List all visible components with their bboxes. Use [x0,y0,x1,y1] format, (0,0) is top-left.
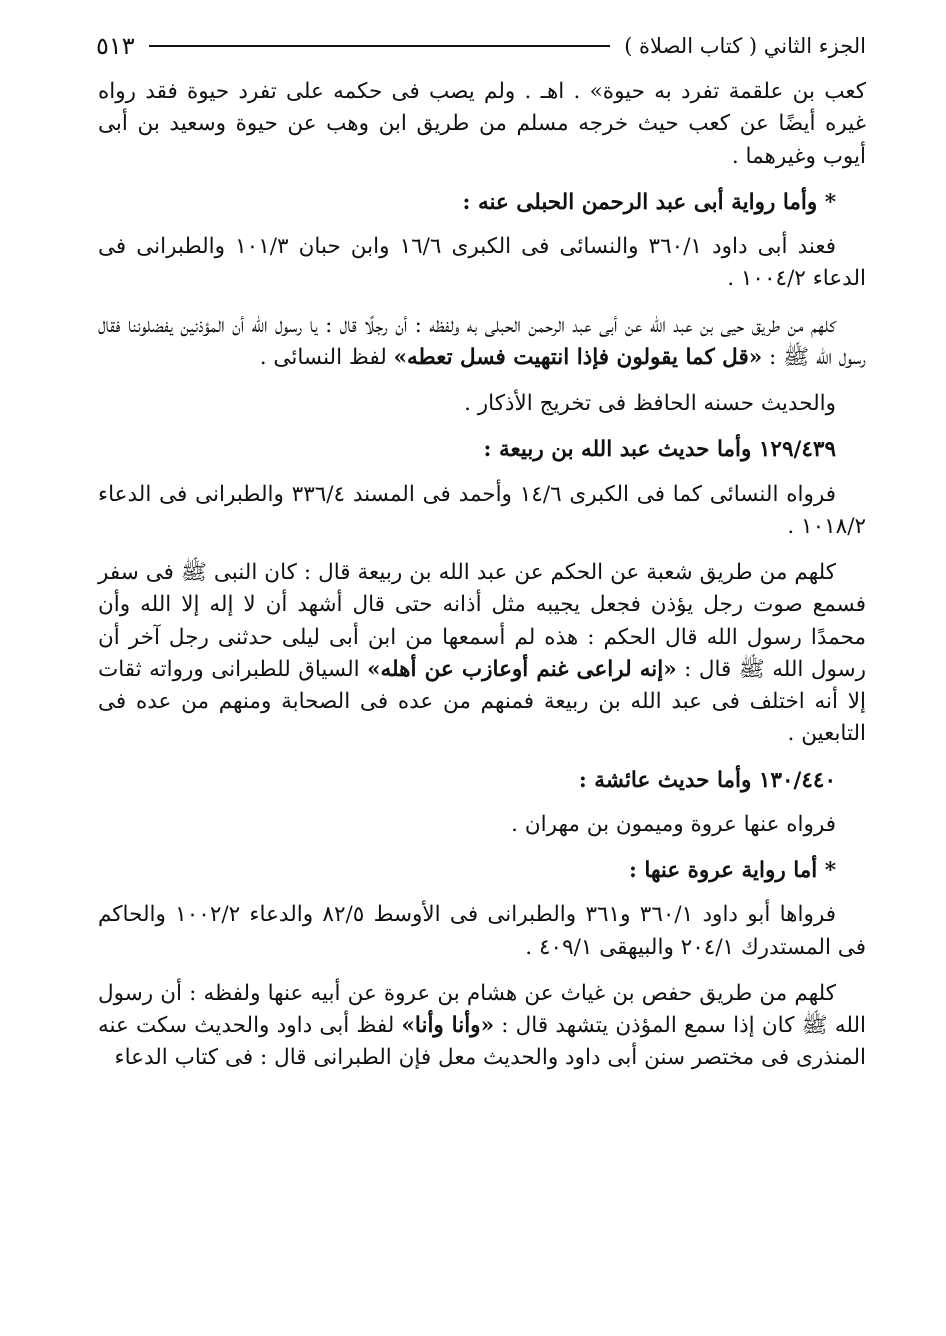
paragraph: فرواها أبو داود ٣٦٠/١ و٣٦١ والطبرانى فى الأوسط ٨٢/٥ والدعاء ١٠٠٢/٢ والحاكم فى المستدرك ٢٠٤/١ والبيهقى ٤٠٩/١ . [98,902,866,960]
paragraph-text: كلهم من طريق حيى بن عبد الله عن أبى عبد الرحمن الحبلى به ولفظه : أن رجلًا قال : يا رسول الله أن المؤذنين يفضلوننا فقال رسول الله ﷺ : [98,312,866,370]
paragraph-text: لفظ النسائى . [259,344,394,370]
paragraph [98,310,866,375]
section-heading: * أما رواية عروة عنها : [628,858,836,883]
body-text [98,76,866,1089]
page-header [96,28,866,64]
paragraph-text: السياق للطبرانى ورواته ثقات إلا أنه اختلف فى عبد الله بن ربيعة فمنهم من عده فى الصحابة ومنهم من عده فى التابعين . [98,656,866,747]
paragraph-text: لفظ أبى داود والحديث سكت عنه المنذرى فى مختصر سنن أبى داود والحديث معل فإن الطبرانى قال : فى كتاب الدعاء [98,1013,866,1071]
section-heading: ١٣٠/٤٤٠ وأما حديث عائشة : [578,767,836,793]
paragraph: فرواه النسائى كما فى الكبرى ١٤/٦ وأحمد فى المسند ٣٣٦/٤ والطبرانى فى الدعاء ١٠١٨/٢ . [98,481,866,539]
paragraph-text: كلهم من طريق حفص بن غياث عن هشام بن عروة عن أبيه عنها ولفظه : أن رسول الله ﷺ كان إذا سمع المؤذن يتشهد قال : [98,980,866,1038]
hadith-quote: «وأنا وأنا» [401,1013,495,1038]
paragraph: والحديث حسنه الحافظ فى تخريج الأذكار . [464,391,836,416]
page-number: ٥١٣ [96,32,135,60]
running-title: الجزء الثاني ( كتاب الصلاة ) [624,34,866,58]
section-heading: ١٢٩/٤٣٩ وأما حديث عبد الله بن ربيعة : [483,437,836,463]
paragraph [98,557,866,751]
hadith-quote: «قل كما يقولون فإذا انتهيت فسل تعطه» [393,344,763,370]
header-rule [149,45,611,47]
paragraph-text: كلهم من طريق شعبة عن الحكم عن عبد الله بن ربيعة قال : كان النبى ﷺ فى سفر فسمع صوت رجل يؤذن فجعل يجيبه مثل أذانه حتى قال أشهد أن لا إله إلا الله وأن محمدًا رسول الله قال الحكم : هذه لم أسمعها من ابن أبى ليلى حدثنى رجل آخر أن رسول الله ﷺ قال : [98,560,866,682]
paragraph: فعند أبى داود ٣٦٠/١ والنسائى فى الكبرى ١٦/٦ وابن حبان ١٠١/٣ والطبرانى فى الدعاء ١٠٠٤/٢ . [98,234,866,292]
hadith-quote: «إنه لراعى غنم أوعازب عن أهله» [367,656,677,682]
paragraph: كعب بن علقمة تفرد به حيوة» . اهـ . ولم يصب فى حكمه على تفرد حيوة فقد رواه غيره أيضًا عن كعب حيث خرجه مسلم من طريق ابن وهب عن حيوة وسعيد بن أبى أيوب وغيرهما . [98,79,866,169]
paragraph [98,978,866,1075]
section-heading: * وأما رواية أبى عبد الرحمن الحبلى عنه : [462,189,836,215]
paragraph: فرواه عنها عروة وميمون بن مهران . [511,811,836,837]
